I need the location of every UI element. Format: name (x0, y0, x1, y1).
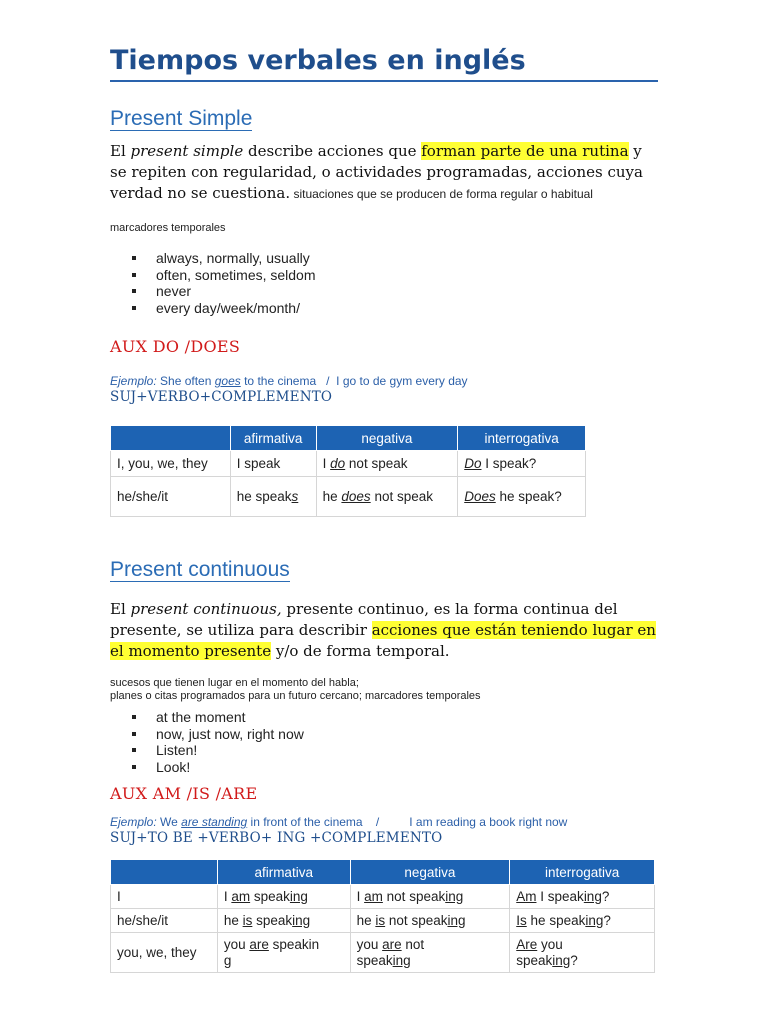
present-simple-example: Ejemplo: She often goes to the cinema / I go to de gym every day (110, 374, 468, 388)
table-header: afirmativa (217, 860, 350, 885)
present-continuous-intro: El present continuous, presente continuo, es la forma continua del presente, se utiliza para describir acciones que están teniendo lugar en el momento presente y/o de forma temporal. (110, 600, 656, 660)
highlighted-text: forman parte de una rutina (421, 142, 629, 160)
table-cell: you, we, they (111, 933, 218, 973)
table-row (111, 909, 655, 933)
table-cell: Do I speak? (458, 451, 586, 477)
bullet-icon (132, 273, 136, 277)
table-row (111, 451, 586, 477)
present-continuous-markers (110, 709, 304, 775)
present-simple-intro: El present simple describe acciones que forman parte de una rutina y se repiten con regularidad, o actividades programadas, acciones cuya verdad no se cuestiona. situaciones que se producen de forma regular o habitual (110, 142, 643, 202)
aux-do-does: AUX DO /DOES (110, 337, 241, 356)
present-continuous-notes: sucesos que tienen lugar en el momento del habla; planes o citas programados para un futuro cercano; marcadores temporales (110, 677, 481, 702)
table-row (111, 477, 586, 517)
table-cell: I am speaking (217, 885, 350, 909)
table-header: negativa (316, 426, 458, 451)
present-continuous-formula: SUJ+TO BE +VERBO+ ING +COMPLEMENTO (110, 830, 443, 846)
list-item: every day/week/month/ (156, 300, 316, 317)
list-item: Look! (156, 759, 304, 776)
bullet-icon (132, 715, 136, 719)
present-continuous-heading: Present continuous (110, 558, 290, 581)
table-header: interrogativa (510, 860, 655, 885)
list-item: at the moment (156, 709, 304, 726)
table-header-row (111, 860, 655, 885)
table-cell: I speak (230, 451, 316, 477)
bullet-icon (132, 289, 136, 293)
table-cell: Are you speaking? (510, 933, 655, 973)
table-row (111, 885, 655, 909)
present-continuous-example: Ejemplo: We are standing in front of the cinema / I am reading a book right now (110, 815, 568, 829)
table-cell: he is speaking (217, 909, 350, 933)
table-cell: I am not speaking (350, 885, 510, 909)
table-cell: I do not speak (316, 451, 458, 477)
highlighted-text: acciones que están teniendo lugar en el momento presente (110, 621, 656, 660)
table-cell: Does he speak? (458, 477, 586, 517)
bullet-icon (132, 748, 136, 752)
bullet-icon (132, 256, 136, 260)
present-simple-table (110, 425, 586, 517)
table-header (111, 860, 218, 885)
table-cell: he does not speak (316, 477, 458, 517)
list-item: now, just now, right now (156, 726, 304, 743)
list-item: always, normally, usually (156, 250, 316, 267)
table-cell: he/she/it (111, 909, 218, 933)
table-cell: Is he speaking? (510, 909, 655, 933)
list-item: often, sometimes, seldom (156, 267, 316, 284)
present-simple-heading: Present Simple (110, 107, 253, 130)
present-simple-formula: SUJ+VERBO+COMPLEMENTO (110, 389, 333, 405)
table-cell: he speaks (230, 477, 316, 517)
list-item: never (156, 283, 316, 300)
table-cell: you are not speaking (350, 933, 510, 973)
table-cell: I, you, we, they (111, 451, 231, 477)
table-header: interrogativa (458, 426, 586, 451)
table-cell: I (111, 885, 218, 909)
table-row (111, 933, 655, 973)
aux-am-is-are: AUX AM /IS /ARE (110, 784, 258, 803)
table-cell: he is not speaking (350, 909, 510, 933)
table-header: afirmativa (230, 426, 316, 451)
table-header (111, 426, 231, 451)
table-cell: Am I speaking? (510, 885, 655, 909)
bullet-icon (132, 306, 136, 310)
present-continuous-table (110, 859, 655, 973)
markers-label: marcadores temporales (110, 222, 226, 234)
list-item: Listen! (156, 742, 304, 759)
table-cell: you are speakin g (217, 933, 350, 973)
bullet-icon (132, 765, 136, 769)
document-title: Tiempos verbales en inglés (110, 44, 658, 82)
present-simple-markers (110, 250, 316, 316)
table-header: negativa (350, 860, 510, 885)
bullet-icon (132, 732, 136, 736)
table-cell: he/she/it (111, 477, 231, 517)
table-header-row (111, 426, 586, 451)
